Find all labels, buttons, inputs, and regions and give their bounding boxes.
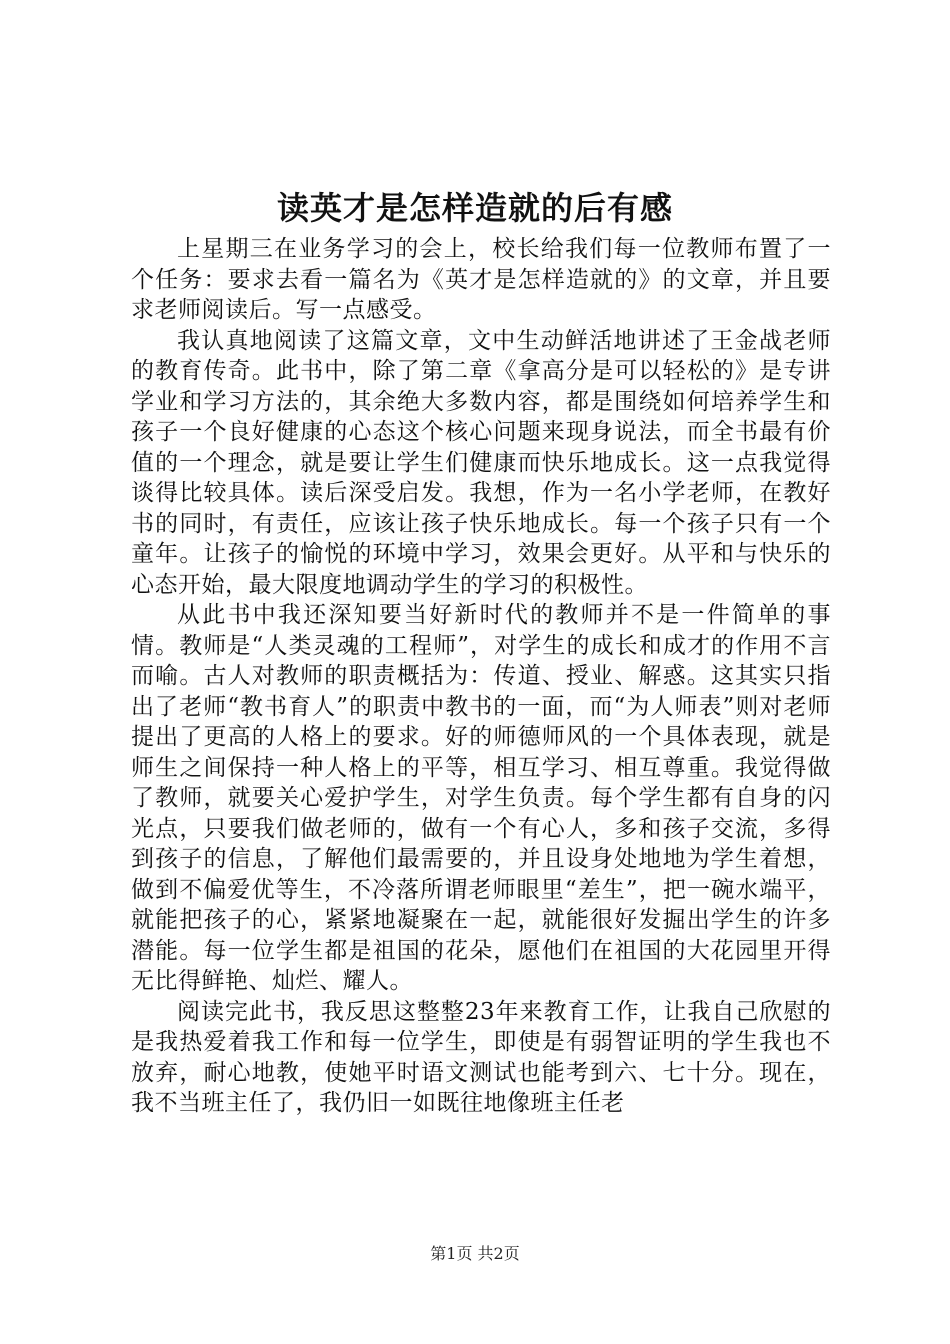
- paragraph-4: 阅读完此书，我反思这整整23年来教育工作，让我自己欣慰的是我热爱着我工作和每一位学生，即使是有弱智证明的学生我也不放弃，耐心地教，使她平时语文测试也能考到六、七十分。现在，我不当班主任了，我仍旧一如既往地像班主任老: [131, 998, 831, 1116]
- document-title: 读英才是怎样造就的后有感: [276, 189, 673, 227]
- paragraph-3: 从此书中我还深知要当好新时代的教师并不是一件简单的事情。教师是“人类灵魂的工程师”，对学生的成长和成才的作用不言而喻。古人对教师的职责概括为：传道、授业、解惑。这其实只指出了老师“教书育人”的职责中教书的一面，而“为人师表”则对老师提出了更高的人格上的要求。好的师德师风的一个具体表现，就是师生之间保持一种人格上的平等，相互学习、相互尊重。我觉得做了教师，就要关心爱护学生，对学生负责。每个学生都有自身的闪光点，只要我们做老师的，做有一个有心人，多和孩子交流，多得到孩子的信息，了解他们最需要的，并且设身处地地为学生着想，做到不偏爱优等生，不冷落所谓老师眼里“差生”，把一碗水端平，就能把孩子的心，紧紧地凝聚在一起，就能很好发掘出学生的许多潜能。每一位学生都是祖国的花朵，愿他们在祖国的大花园里开得无比得鲜艳、灿烂、耀人。: [131, 602, 831, 994]
- page-number-footer: 第1页 共2页: [430, 1244, 520, 1263]
- paragraph-1: 上星期三在业务学习的会上，校长给我们每一位教师布置了一个任务：要求去看一篇名为《英才是怎样造就的》的文章，并且要求老师阅读后。写一点感受。: [131, 236, 831, 323]
- paragraph-2: 我认真地阅读了这篇文章，文中生动鲜活地讲述了王金战老师的教育传奇。此书中，除了第二章《拿高分是可以轻松的》是专讲学业和学习方法的，其余绝大多数内容，都是围绕如何培养学生和孩子一个良好健康的心态这个核心问题来现身说法，而全书最有价值的一个理念，就是要让学生们健康而快乐地成长。这一点我觉得谈得比较具体。读后深受启发。我想，作为一名小学老师，在教好书的同时，有责任，应该让孩子快乐地成长。每一个孩子只有一个童年。让孩子的愉悦的环境中学习，效果会更好。从平和与快乐的心态开始，最大限度地调动学生的学习的积极性。: [131, 327, 831, 598]
- document-body: [131, 234, 831, 1119]
